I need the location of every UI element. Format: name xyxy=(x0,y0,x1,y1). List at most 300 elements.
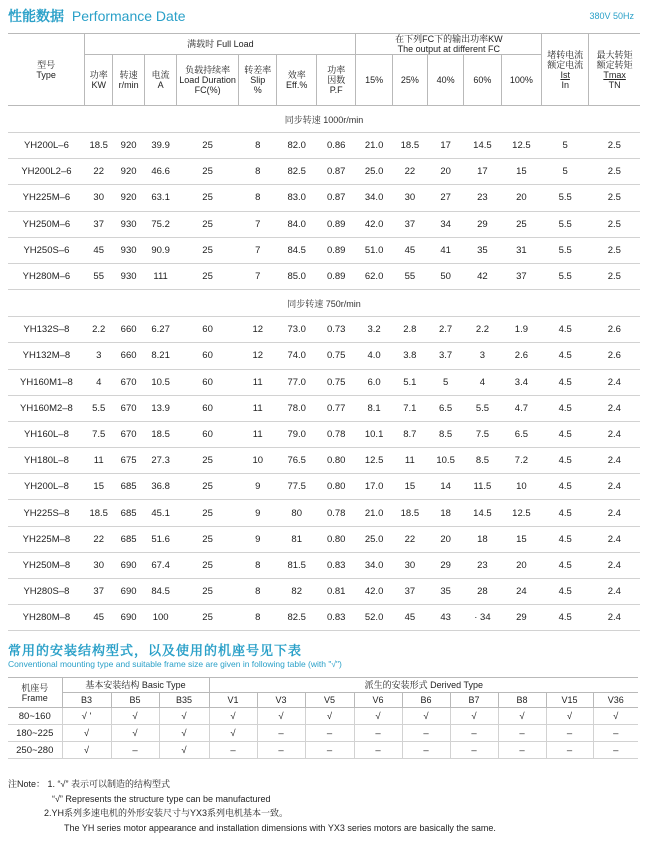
table-cell: 34.0 xyxy=(356,185,392,211)
table-cell: 4.5 xyxy=(542,526,589,552)
table-cell: 60 xyxy=(177,343,239,369)
table-cell: 9 xyxy=(239,474,277,500)
mounting-mark-cell: √ xyxy=(111,725,159,742)
col-frame-header: 机座号 Frame xyxy=(8,678,62,708)
table-cell: 100 xyxy=(145,605,177,631)
table-row xyxy=(8,605,640,631)
frame-size-cell: 250~280 xyxy=(8,742,62,759)
table-cell: 90.9 xyxy=(145,237,177,263)
table-cell: 17 xyxy=(427,133,463,159)
mounting-mark-cell: √ xyxy=(546,708,593,725)
derived-type-group-header: 派生的安装形式 Derived Type xyxy=(209,678,638,693)
table-cell: 23 xyxy=(464,185,501,211)
table-cell: 45 xyxy=(392,237,427,263)
mounting-table xyxy=(8,677,638,759)
table-cell: 83.0 xyxy=(277,185,316,211)
table-row xyxy=(8,185,640,211)
table-cell: 21.0 xyxy=(356,133,392,159)
table-cell: 25 xyxy=(177,579,239,605)
table-cell: 77.0 xyxy=(277,369,316,395)
table-cell: 11 xyxy=(239,395,277,421)
section-header-row xyxy=(8,106,640,133)
table-cell: 0.80 xyxy=(316,474,356,500)
table-cell: 25 xyxy=(177,500,239,526)
table-cell: 81 xyxy=(277,526,316,552)
table-row xyxy=(8,552,640,578)
table-cell: 7 xyxy=(239,211,277,237)
table-cell: 8.5 xyxy=(464,448,501,474)
table-cell: 82.5 xyxy=(277,159,316,185)
table-cell: 675 xyxy=(113,448,145,474)
motor-type-cell: YH225S–8 xyxy=(8,500,85,526)
table-cell: 22 xyxy=(85,526,113,552)
table-cell: 60 xyxy=(177,395,239,421)
note-1-cn: 注Note： 1. “√” 表示可以制造的结构型式 xyxy=(8,779,170,789)
table-cell: 34 xyxy=(427,211,463,237)
table-cell: 20 xyxy=(501,552,542,578)
mounting-mark-cell: √ xyxy=(159,725,209,742)
basic-type-header: B5 xyxy=(111,693,159,708)
table-cell: 5 xyxy=(542,159,589,185)
table-cell: 660 xyxy=(113,317,145,343)
note-label: 注Note： xyxy=(8,779,46,789)
motor-type-cell: YH160M1–8 xyxy=(8,369,85,395)
motor-type-cell: YH250M–8 xyxy=(8,552,85,578)
section-header-row xyxy=(8,290,640,317)
table-cell: 2.2 xyxy=(464,317,501,343)
table-cell: 14.5 xyxy=(464,133,501,159)
table-cell: 685 xyxy=(113,500,145,526)
mounting-mark-cell: – xyxy=(354,725,402,742)
mounting-mark-cell: √ xyxy=(402,708,450,725)
motor-type-cell: YH250M–6 xyxy=(8,211,85,237)
table-cell: 74.0 xyxy=(277,343,316,369)
mounting-mark-cell: – xyxy=(546,725,593,742)
note-2-en: The YH series motor appearance and installation dimensions with YX3 series motors are basically the same. xyxy=(64,822,496,833)
table-cell: 18.5 xyxy=(392,500,427,526)
table-cell: 79.0 xyxy=(277,421,316,447)
motor-type-cell: YH132S–8 xyxy=(8,317,85,343)
table-cell: 45 xyxy=(392,605,427,631)
table-cell: 42 xyxy=(464,263,501,289)
table-cell: 8.1 xyxy=(356,395,392,421)
table-cell: 3.2 xyxy=(356,317,392,343)
table-cell: 76.5 xyxy=(277,448,316,474)
table-cell: 10.5 xyxy=(145,369,177,395)
table-cell: 42.0 xyxy=(356,579,392,605)
table-cell: 0.89 xyxy=(316,263,356,289)
mounting-mark-cell: – xyxy=(498,742,546,759)
mounting-mark-cell: – xyxy=(450,742,498,759)
table-cell: 11 xyxy=(392,448,427,474)
table-cell: 8.21 xyxy=(145,343,177,369)
table-cell: 84.5 xyxy=(145,579,177,605)
col-fc-header: 负载持续率 Load Duration FC(%) xyxy=(177,55,239,106)
basic-type-header: B3 xyxy=(62,693,111,708)
table-cell: 0.78 xyxy=(316,500,356,526)
col-fc15-header: 15% xyxy=(356,55,392,106)
table-cell: 2.5 xyxy=(589,211,640,237)
table-cell: 5.5 xyxy=(542,185,589,211)
table-cell: 55 xyxy=(392,263,427,289)
derived-type-header: V5 xyxy=(305,693,354,708)
table-row xyxy=(8,343,640,369)
motor-type-cell: YH280M–6 xyxy=(8,263,85,289)
mounting-mark-cell: √ xyxy=(257,708,305,725)
motor-type-cell: YH132M–8 xyxy=(8,343,85,369)
table-cell: 25.0 xyxy=(356,526,392,552)
derived-type-header: V15 xyxy=(546,693,593,708)
motor-type-cell: YH225M–6 xyxy=(8,185,85,211)
table-cell: 0.86 xyxy=(316,133,356,159)
table-row xyxy=(8,421,640,447)
page-header xyxy=(8,6,638,26)
table-cell: 60 xyxy=(177,317,239,343)
table-cell: 920 xyxy=(113,185,145,211)
mounting-table-body xyxy=(8,708,638,759)
table-cell: 62.0 xyxy=(356,263,392,289)
table-cell: 36.8 xyxy=(145,474,177,500)
table-cell: 670 xyxy=(113,395,145,421)
table-cell: 67.4 xyxy=(145,552,177,578)
table-cell: 0.80 xyxy=(316,448,356,474)
table-cell: 0.89 xyxy=(316,211,356,237)
table-cell: 4.5 xyxy=(542,395,589,421)
table-cell: 84.5 xyxy=(277,237,316,263)
table-cell: 41 xyxy=(427,237,463,263)
basic-type-group-header: 基本安装结构 Basic Type xyxy=(62,678,209,693)
section-label: 同步转速 1000r/min xyxy=(8,106,640,133)
motor-type-cell: YH200L2–6 xyxy=(8,159,85,185)
mounting-mark-cell: – xyxy=(593,725,638,742)
table-cell: 18.5 xyxy=(145,421,177,447)
col-fc25-header: 25% xyxy=(392,55,427,106)
table-cell: 685 xyxy=(113,474,145,500)
table-cell: 6.5 xyxy=(427,395,463,421)
table-cell: 5 xyxy=(427,369,463,395)
table-cell: 25 xyxy=(501,211,542,237)
table-cell: 4 xyxy=(85,369,113,395)
table-cell: 82 xyxy=(277,579,316,605)
mounting-mark-cell: √ xyxy=(498,708,546,725)
table-cell: 3.8 xyxy=(392,343,427,369)
table-cell: 3 xyxy=(85,343,113,369)
table-cell: 7 xyxy=(239,263,277,289)
title-cn: 性能数据 xyxy=(8,8,64,24)
table-cell: 4.5 xyxy=(542,474,589,500)
table-cell: 7.2 xyxy=(501,448,542,474)
table-cell: 2.4 xyxy=(589,526,640,552)
table-cell: 73.0 xyxy=(277,317,316,343)
table-cell: 670 xyxy=(113,369,145,395)
table-cell: 2.4 xyxy=(589,500,640,526)
table-cell: 12.5 xyxy=(501,133,542,159)
table-cell: 25 xyxy=(177,263,239,289)
table-cell: 18.5 xyxy=(85,500,113,526)
col-speed-header: 转速 r/min xyxy=(113,55,145,106)
table-cell: 5.5 xyxy=(464,395,501,421)
table-cell: 6.0 xyxy=(356,369,392,395)
table-cell: 0.73 xyxy=(316,317,356,343)
table-cell: 55 xyxy=(85,263,113,289)
motor-type-cell: YH180L–8 xyxy=(8,448,85,474)
table-cell: 46.6 xyxy=(145,159,177,185)
section-label: 同步转速 750r/min xyxy=(8,290,640,317)
col-type-header: 型号 Type xyxy=(8,34,85,106)
table-cell: 7.5 xyxy=(85,421,113,447)
table-cell: 27 xyxy=(427,185,463,211)
table-cell: 17 xyxy=(464,159,501,185)
table-cell: 11 xyxy=(85,448,113,474)
table-cell: 42.0 xyxy=(356,211,392,237)
table-cell: 43 xyxy=(427,605,463,631)
table-cell: 2.6 xyxy=(589,317,640,343)
mounting-mark-cell: – xyxy=(354,742,402,759)
table-cell: 11.5 xyxy=(464,474,501,500)
table-cell: 28 xyxy=(464,579,501,605)
table-cell: 18.5 xyxy=(392,133,427,159)
output-group-header: 在下列FC下的输出功率KW The output at different FC xyxy=(356,34,542,55)
table-cell: 50 xyxy=(427,263,463,289)
table-cell: 4.5 xyxy=(542,343,589,369)
table-cell: 5.5 xyxy=(85,395,113,421)
table-cell: 77.5 xyxy=(277,474,316,500)
table-cell: 12 xyxy=(239,343,277,369)
table-cell: 35 xyxy=(464,237,501,263)
table-cell: 4.5 xyxy=(542,317,589,343)
mounting-mark-cell: √ xyxy=(159,708,209,725)
table-row xyxy=(8,263,640,289)
table-cell: 18 xyxy=(464,526,501,552)
table-cell: 4 xyxy=(464,369,501,395)
motor-type-cell: YH280S–8 xyxy=(8,579,85,605)
motor-type-cell: YH200L–8 xyxy=(8,474,85,500)
table-row xyxy=(8,448,640,474)
table-cell: 4.5 xyxy=(542,579,589,605)
title-en: Performance Date xyxy=(71,8,186,24)
mounting-mark-cell: – xyxy=(498,725,546,742)
table-cell: 8 xyxy=(239,605,277,631)
table-row xyxy=(8,526,640,552)
table-cell: 22 xyxy=(392,159,427,185)
table-cell: 25 xyxy=(177,526,239,552)
table-cell: 20 xyxy=(501,185,542,211)
table-cell: 45.1 xyxy=(145,500,177,526)
full-load-group-header: 满载时 Full Load xyxy=(85,34,356,55)
mounting-mark-cell: – xyxy=(402,725,450,742)
col-pf-header: 功率 因数 P.F xyxy=(316,55,356,106)
table-cell: 25 xyxy=(177,133,239,159)
table-cell: 6.27 xyxy=(145,317,177,343)
table-cell: 37 xyxy=(392,211,427,237)
table-cell: 685 xyxy=(113,526,145,552)
table-cell: 2.4 xyxy=(589,369,640,395)
table-cell: 930 xyxy=(113,237,145,263)
table-cell: 9 xyxy=(239,526,277,552)
table-cell: 5 xyxy=(542,133,589,159)
mounting-mark-cell: – xyxy=(305,742,354,759)
table-cell: 0.81 xyxy=(316,579,356,605)
frame-size-cell: 180~225 xyxy=(8,725,62,742)
table-cell: 0.75 xyxy=(316,343,356,369)
table-cell: 12.5 xyxy=(356,448,392,474)
table-row xyxy=(8,237,640,263)
table-cell: 15 xyxy=(501,159,542,185)
col-ist-header: 堵转电流 额定电流 Ist In xyxy=(542,34,589,106)
table-cell: 8.7 xyxy=(392,421,427,447)
table-cell: 29 xyxy=(427,552,463,578)
mounting-mark-cell: – xyxy=(546,742,593,759)
motor-type-cell: YH225M–8 xyxy=(8,526,85,552)
table-cell: 5.5 xyxy=(542,237,589,263)
table-row xyxy=(8,474,640,500)
voltage-label: 380V 50Hz xyxy=(589,11,634,21)
table-cell: 0.83 xyxy=(316,552,356,578)
derived-type-header: B8 xyxy=(498,693,546,708)
performance-table xyxy=(8,33,640,631)
table-cell: 690 xyxy=(113,552,145,578)
table-cell: 6.5 xyxy=(501,421,542,447)
table-cell: 5.5 xyxy=(542,263,589,289)
table-cell: 11 xyxy=(239,421,277,447)
table-cell: 2.4 xyxy=(589,448,640,474)
table-cell: 25 xyxy=(177,185,239,211)
table-cell: 25 xyxy=(177,237,239,263)
table-cell: 12 xyxy=(239,317,277,343)
table-cell: 10 xyxy=(239,448,277,474)
table-cell: 9 xyxy=(239,500,277,526)
frame-size-cell: 80~160 xyxy=(8,708,62,725)
page-title xyxy=(8,6,186,26)
table-cell: 2.5 xyxy=(589,237,640,263)
table-cell: 2.4 xyxy=(589,579,640,605)
table-cell: 4.5 xyxy=(542,369,589,395)
table-cell: 22 xyxy=(392,526,427,552)
motor-type-cell: YH200L–6 xyxy=(8,133,85,159)
table-cell: 31 xyxy=(501,237,542,263)
table-cell: 23 xyxy=(464,552,501,578)
mounting-type-header-row xyxy=(8,693,638,708)
table-cell: 930 xyxy=(113,263,145,289)
mounting-mark-cell: √ xyxy=(159,742,209,759)
table-cell: 8 xyxy=(239,133,277,159)
table-cell: 2.4 xyxy=(589,395,640,421)
col-current-header: 电流 A xyxy=(145,55,177,106)
table-cell: 81.5 xyxy=(277,552,316,578)
table-cell: 25 xyxy=(177,448,239,474)
derived-type-header: B6 xyxy=(402,693,450,708)
table-cell: 2.4 xyxy=(589,421,640,447)
derived-type-header: V6 xyxy=(354,693,402,708)
mounting-mark-cell: – xyxy=(209,742,257,759)
table-cell: 0.87 xyxy=(316,185,356,211)
table-cell: 2.5 xyxy=(589,133,640,159)
table-cell: 8 xyxy=(239,579,277,605)
table-row xyxy=(8,395,640,421)
table-cell: 30 xyxy=(85,185,113,211)
table-cell: 4.5 xyxy=(542,421,589,447)
table-cell: 4.7 xyxy=(501,395,542,421)
mounting-mark-cell: – xyxy=(257,725,305,742)
mounting-mark-cell: – xyxy=(111,742,159,759)
table-cell: 2.8 xyxy=(392,317,427,343)
table-cell: 39.9 xyxy=(145,133,177,159)
table-cell: 25 xyxy=(177,211,239,237)
derived-type-header: B7 xyxy=(450,693,498,708)
table-cell: 7 xyxy=(239,237,277,263)
mounting-mark-cell: – xyxy=(305,725,354,742)
table-cell: 1.9 xyxy=(501,317,542,343)
table-cell: 15 xyxy=(85,474,113,500)
table-cell: 37 xyxy=(85,579,113,605)
table-cell: 10.5 xyxy=(427,448,463,474)
table-cell: 20 xyxy=(427,526,463,552)
mounting-mark-cell: √ xyxy=(62,742,111,759)
table-cell: 35 xyxy=(427,579,463,605)
table-cell: 52.0 xyxy=(356,605,392,631)
motor-type-cell: YH280M–8 xyxy=(8,605,85,631)
table-cell: 51.6 xyxy=(145,526,177,552)
mounting-mark-cell: √ xyxy=(209,708,257,725)
table-cell: 34.0 xyxy=(356,552,392,578)
table-cell: 29 xyxy=(464,211,501,237)
table-cell: 0.87 xyxy=(316,159,356,185)
mounting-mark-cell: √ xyxy=(209,725,257,742)
table-cell: 82.0 xyxy=(277,133,316,159)
motor-type-cell: YH160M2–8 xyxy=(8,395,85,421)
col-fc40-header: 40% xyxy=(427,55,463,106)
mounting-mark-cell: √ xyxy=(354,708,402,725)
table-cell: 5.1 xyxy=(392,369,427,395)
table-cell: 60 xyxy=(177,421,239,447)
table-cell: 10 xyxy=(501,474,542,500)
table-cell: 3.7 xyxy=(427,343,463,369)
table-cell: 24 xyxy=(501,579,542,605)
table-cell: 14 xyxy=(427,474,463,500)
note-1-en: “√” Represents the structure type can be manufactured xyxy=(52,793,271,804)
table-cell: 4.5 xyxy=(542,552,589,578)
table-cell: 920 xyxy=(113,133,145,159)
table-cell: 920 xyxy=(113,159,145,185)
table-cell: 12.5 xyxy=(501,500,542,526)
table-cell: 75.2 xyxy=(145,211,177,237)
table-cell: 660 xyxy=(113,343,145,369)
table-row xyxy=(8,317,640,343)
table-cell: 15 xyxy=(501,526,542,552)
derived-type-header: V1 xyxy=(209,693,257,708)
table-cell: 10.1 xyxy=(356,421,392,447)
derived-type-header: V36 xyxy=(593,693,638,708)
table-cell: 25 xyxy=(177,552,239,578)
mounting-mark-cell: √ xyxy=(305,708,354,725)
table-cell: 30 xyxy=(392,552,427,578)
table-cell: 60 xyxy=(177,369,239,395)
table-cell: 80 xyxy=(277,500,316,526)
mounting-mark-cell: – xyxy=(257,742,305,759)
table-cell: 37 xyxy=(501,263,542,289)
table-row xyxy=(8,742,638,759)
table-cell: 4.0 xyxy=(356,343,392,369)
table-cell: 4.5 xyxy=(542,605,589,631)
table-cell: 3 xyxy=(464,343,501,369)
col-fc60-header: 60% xyxy=(464,55,501,106)
table-cell: 25 xyxy=(177,474,239,500)
col-tmax-header: 最大转矩 额定转矩 Tmax TN xyxy=(589,34,640,106)
table-cell: 3.4 xyxy=(501,369,542,395)
table-cell: 2.6 xyxy=(501,343,542,369)
table-cell: 78.0 xyxy=(277,395,316,421)
table-cell: 27.3 xyxy=(145,448,177,474)
